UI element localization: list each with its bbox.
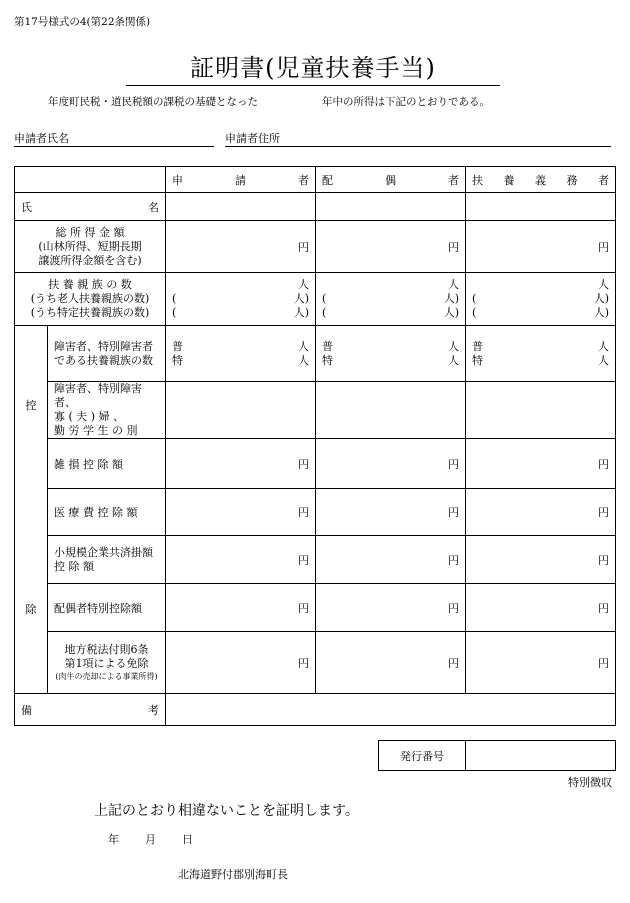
category-applicant-cell[interactable] (166, 382, 316, 439)
casualty-spouse-cell[interactable]: 円 (316, 439, 466, 489)
remarks-row (15, 694, 616, 726)
exemption-row (15, 632, 616, 694)
casualty-applicant-cell[interactable]: 円 (166, 439, 316, 489)
category-supporter-cell[interactable] (466, 382, 616, 439)
exemption-applicant-cell[interactable]: 円 (166, 632, 316, 694)
name-supporter-cell[interactable] (466, 193, 616, 221)
disabled-row (15, 326, 616, 382)
special-collection-label: 特別徴収 (568, 776, 612, 789)
name-applicant-cell[interactable] (166, 193, 316, 221)
applicant-name-field[interactable] (14, 130, 214, 147)
certificate-table (14, 166, 616, 726)
intro-text-right: 年中の所得は下記のとおりである。 (322, 96, 490, 108)
date-month-label: 月 (145, 833, 156, 846)
income-spouse-cell[interactable]: 円 (316, 221, 466, 273)
dependents-row (15, 273, 616, 326)
casualty-label: 雑 損 控 除 額 (48, 439, 166, 489)
spouse-special-label: 配偶者特別控除額 (48, 584, 166, 632)
disabled-label: 障害者、特別障害者 である扶養親族の数 (48, 326, 166, 382)
category-spouse-cell[interactable] (316, 382, 466, 439)
col-header-supporter: 扶 養 義 務 者 (466, 167, 616, 193)
remarks-cell[interactable] (166, 694, 616, 726)
spouse-special-applicant-cell[interactable]: 円 (166, 584, 316, 632)
issuer-name: 北海道野付郡別海町長 (178, 868, 288, 881)
dependents-spouse-cell[interactable]: 人 ( 人) ( 人) (316, 273, 466, 326)
exemption-supporter-cell[interactable]: 円 (466, 632, 616, 694)
col-header-applicant: 申 請 者 (166, 167, 316, 193)
intro-text-left: 年度町民税・道民税額の課税の基礎となった (48, 96, 258, 108)
name-spouse-cell[interactable] (316, 193, 466, 221)
spouse-special-row (15, 584, 616, 632)
income-applicant-cell[interactable]: 円 (166, 221, 316, 273)
applicant-name-label: 申請者氏名 (14, 132, 69, 145)
mutual-aid-label: 小規模企業共済掛額 控 除 額 (48, 536, 166, 584)
date-line (108, 831, 193, 847)
certification-statement: 上記のとおり相違ないことを証明します。 (94, 803, 359, 819)
mutual-aid-spouse-cell[interactable]: 円 (316, 536, 466, 584)
dependents-label: 扶 養 親 族 の 数 (うち老人扶養親族の数) (うち特定扶養親族の数) (15, 273, 166, 326)
medical-applicant-cell[interactable]: 円 (166, 489, 316, 536)
header-blank (15, 167, 166, 193)
income-row (15, 221, 616, 273)
mutual-aid-applicant-cell[interactable]: 円 (166, 536, 316, 584)
applicant-address-label: 申請者住所 (225, 132, 280, 145)
category-label: 障害者、特別障害者、 寡 ( 夫 ) 婦 、 勤 労 学 生 の 別 (48, 382, 166, 439)
header-row (15, 167, 616, 193)
medical-label: 医 療 費 控 除 額 (48, 489, 166, 536)
applicant-address-field[interactable] (225, 130, 611, 147)
date-day-label: 日 (182, 833, 193, 846)
medical-spouse-cell[interactable]: 円 (316, 489, 466, 536)
category-row (15, 382, 616, 439)
dependents-applicant-cell[interactable]: 人 ( 人) ( 人) (166, 273, 316, 326)
casualty-row (15, 439, 616, 489)
dependents-supporter-cell[interactable]: 人 ( 人) ( 人) (466, 273, 616, 326)
remarks-label: 備 考 (15, 694, 166, 726)
medical-row (15, 489, 616, 536)
issue-number-label: 発行番号 (379, 741, 466, 770)
col-header-spouse: 配 偶 者 (316, 167, 466, 193)
mutual-aid-row (15, 536, 616, 584)
issue-number-field[interactable] (466, 741, 615, 770)
name-label: 氏 名 (15, 193, 166, 221)
income-label: 総 所 得 金 額 (山林所得、短期長期 譲渡所得金額を含む) (15, 221, 166, 273)
exemption-label: 地方税法付則6条 第1項による免除 (肉牛の売却による事業所得) (48, 632, 166, 694)
form-number: 第17号様式の4(第22条関係) (14, 16, 151, 28)
casualty-supporter-cell[interactable]: 円 (466, 439, 616, 489)
deduction-label: 控 除 (15, 326, 48, 694)
medical-supporter-cell[interactable]: 円 (466, 489, 616, 536)
mutual-aid-supporter-cell[interactable]: 円 (466, 536, 616, 584)
disabled-supporter-cell[interactable]: 普 人 特 人 (466, 326, 616, 382)
page-title: 証明書(児童扶養手当) (126, 48, 500, 86)
disabled-applicant-cell[interactable]: 普 人 特 人 (166, 326, 316, 382)
income-supporter-cell[interactable]: 円 (466, 221, 616, 273)
exemption-spouse-cell[interactable]: 円 (316, 632, 466, 694)
date-year-label: 年 (108, 833, 119, 846)
spouse-special-spouse-cell[interactable]: 円 (316, 584, 466, 632)
disabled-spouse-cell[interactable]: 普 人 特 人 (316, 326, 466, 382)
issue-number-box (378, 740, 616, 771)
spouse-special-supporter-cell[interactable]: 円 (466, 584, 616, 632)
name-row (15, 193, 616, 221)
